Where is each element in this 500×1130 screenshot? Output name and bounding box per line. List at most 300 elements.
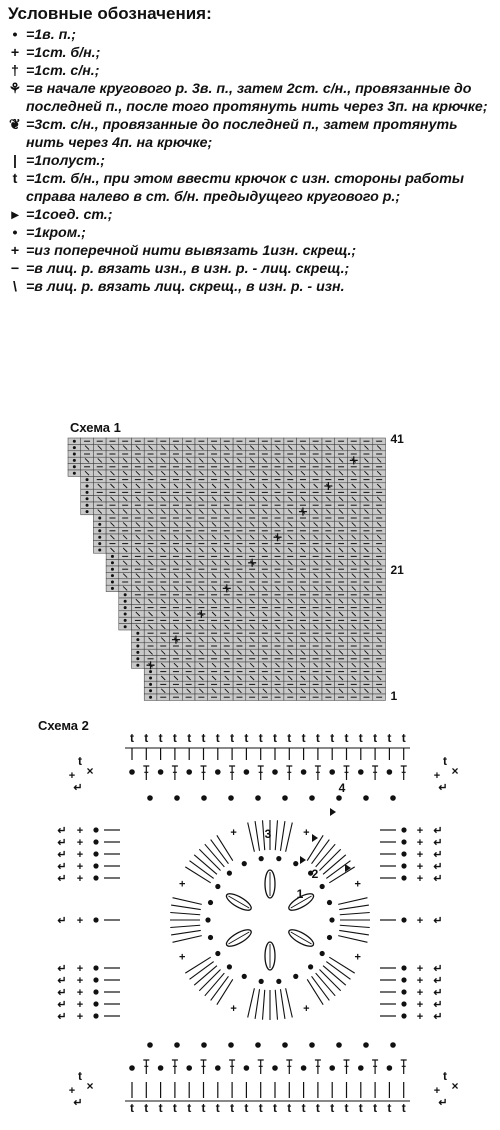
chain-dot	[390, 1042, 396, 1048]
backslash-icon: \	[13, 279, 17, 295]
edge-stitch-mark	[111, 581, 114, 584]
leaf-cluster-mark	[228, 932, 249, 944]
double-crochet-mark	[143, 1060, 149, 1074]
chain-dot	[93, 851, 98, 856]
chain-dot	[301, 769, 307, 775]
back-loop-sc-mark: ↵	[57, 1011, 67, 1023]
sc-mark: +	[416, 987, 424, 999]
back-loop-sc-mark: t	[215, 1101, 220, 1115]
back-loop-sc-mark: t	[387, 731, 392, 745]
chain-dot	[93, 965, 98, 970]
back-loop-sc-mark: t	[301, 731, 306, 745]
back-loop-sc-mark: t	[78, 1069, 82, 1083]
chain-dot	[259, 856, 264, 861]
round-number-label: 2	[311, 867, 319, 881]
double-crochet-mark	[185, 867, 210, 883]
sc-mark: +	[433, 770, 441, 782]
minus-icon: −	[10, 261, 20, 277]
double-crochet-mark	[258, 766, 264, 780]
double-crochet-mark	[307, 979, 323, 1004]
double-crochet-mark	[323, 966, 346, 986]
chain-dot	[186, 769, 192, 775]
double-crochet-mark	[143, 766, 149, 780]
chain-dot	[390, 795, 396, 801]
chain-dot	[201, 1042, 207, 1048]
legend-title: Условные обозначения:	[8, 4, 212, 23]
back-loop-sc-mark: t	[130, 731, 134, 745]
chain-dot	[208, 935, 213, 940]
sc-mark: +	[76, 915, 84, 927]
back-loop-sc-mark: t	[273, 1101, 277, 1115]
sc-mark: ×	[86, 764, 94, 778]
legend-item-text: =1ст. б/н.;	[26, 45, 101, 61]
chain-dot	[244, 769, 250, 775]
double-crochet-mark	[229, 766, 235, 780]
double-crochet-mark	[190, 861, 214, 879]
edge-stitch-mark	[98, 542, 101, 545]
chain-dot	[205, 917, 210, 922]
legend-item	[4, 224, 496, 242]
legend-item	[4, 260, 496, 278]
edge-stitch-mark	[98, 523, 101, 526]
edge-stitch-mark	[149, 683, 152, 686]
cluster-3-icon: ⚘	[8, 81, 22, 97]
edge-stitch-mark	[73, 465, 76, 468]
legend-item-text: =3ст. с/н., провязанные до последней п., затем протянуть нить через 4п. на крючке;	[26, 117, 458, 151]
sc-mark: +	[230, 827, 237, 840]
double-crochet-mark	[340, 925, 370, 927]
slip-stitch-mark	[300, 856, 306, 864]
sc-mark: +	[76, 975, 84, 987]
back-loop-sc-mark: t	[443, 1069, 447, 1083]
chain-dot	[129, 769, 135, 775]
sc-mark: +	[416, 873, 424, 885]
chain-dot	[401, 917, 406, 922]
sc-mark: +	[354, 878, 361, 891]
sc-mark: +	[76, 987, 84, 999]
sc-mark: +	[433, 1085, 441, 1097]
dot-icon: •	[12, 27, 18, 43]
legend-item	[4, 206, 496, 224]
chain-dot	[387, 1065, 393, 1071]
chain-dot	[401, 977, 406, 982]
back-loop-sc-mark: ↵	[57, 999, 67, 1011]
chain-dot	[401, 1013, 406, 1018]
edge-stitch-mark	[149, 677, 152, 680]
double-crochet-mark	[329, 957, 354, 973]
edge-stitch-mark	[136, 638, 139, 641]
edge-stitch-mark	[86, 485, 89, 488]
sc-mark: +	[303, 827, 310, 840]
edge-stitch-mark	[111, 555, 114, 558]
sc-mark: +	[76, 999, 84, 1011]
chain-dot	[129, 1065, 135, 1071]
edge-stitch-mark	[98, 536, 101, 539]
back-loop-sc-mark: t	[201, 1101, 206, 1115]
chain-dot	[227, 964, 232, 969]
double-crochet-mark	[280, 821, 284, 851]
sc-mark: +	[68, 1085, 76, 1097]
double-crochet-mark	[323, 855, 346, 875]
triangle-icon: ▸	[11, 207, 19, 223]
double-crochet-mark	[205, 844, 225, 867]
legend-item	[4, 242, 496, 260]
back-loop-sc-mark: t	[144, 731, 149, 745]
double-crochet-mark	[316, 844, 336, 867]
double-crochet-mark	[172, 1060, 178, 1074]
chain-dot	[401, 965, 406, 970]
sc-mark: +	[76, 825, 84, 837]
back-loop-sc-mark: t	[315, 731, 320, 745]
chain-dot	[201, 795, 207, 801]
double-crochet-mark	[339, 905, 369, 909]
chain-dot	[228, 795, 234, 801]
double-crochet-mark	[319, 969, 340, 990]
back-loop-sc-mark: ↵	[438, 782, 448, 794]
back-loop-sc-mark: t	[230, 731, 235, 745]
edge-stitch-mark	[124, 619, 127, 622]
double-crochet-mark	[312, 840, 330, 864]
edge-stitch-mark	[149, 696, 152, 699]
back-loop-sc-mark: t	[358, 731, 363, 745]
edge-stitch-mark	[73, 472, 76, 475]
slip-stitch-mark	[330, 808, 336, 816]
chain-dot	[244, 1065, 250, 1071]
legend-item-text: =в лиц. р. вязать лиц. скрещ., в изн. р. - изн.	[26, 279, 345, 295]
leaf-cluster-mark	[228, 896, 249, 908]
double-crochet-mark	[201, 766, 207, 780]
back-loop-sc-mark: t	[373, 1101, 378, 1115]
sc-mark: +	[68, 770, 76, 782]
back-loop-sc-mark: ↵	[57, 915, 67, 927]
sc-mark: +	[303, 1002, 310, 1015]
edge-stitch-mark	[73, 440, 76, 443]
double-crochet-mark	[329, 867, 354, 883]
chain-dot	[93, 1001, 98, 1006]
back-loop-sc-mark: t	[172, 731, 177, 745]
sc-mark: +	[230, 1002, 237, 1015]
t-icon: t	[12, 171, 18, 187]
scheme1-title: Схема 1	[70, 420, 121, 435]
back-loop-sc-mark: t	[130, 1101, 134, 1115]
back-loop-sc-mark: t	[287, 1101, 292, 1115]
chain-dot	[93, 977, 98, 982]
row-number-label: 41	[390, 432, 404, 446]
chain-dot	[147, 1042, 153, 1048]
edge-stitch-mark	[124, 600, 127, 603]
double-crochet-mark	[286, 823, 293, 852]
legend-item	[4, 116, 496, 152]
legend-item-text: =1соед. ст.;	[26, 207, 113, 223]
edge-stitch-mark	[73, 459, 76, 462]
chain-dot	[276, 856, 281, 861]
edge-stitch-mark	[136, 632, 139, 635]
back-loop-sc-mark: ↵	[73, 782, 83, 794]
back-loop-sc-mark: t	[258, 1101, 263, 1115]
back-loop-sc-mark: t	[344, 731, 349, 745]
double-crochet-mark	[171, 930, 201, 934]
edge-stitch-mark	[86, 510, 89, 513]
chain-dot	[336, 1042, 342, 1048]
back-loop-sc-mark: ↵	[57, 837, 67, 849]
round-number-label: 1	[296, 887, 304, 901]
chain-dot	[215, 769, 221, 775]
sc-mark: +	[76, 1011, 84, 1023]
chain-dot	[293, 974, 298, 979]
back-loop-sc-mark: t	[358, 1101, 363, 1115]
back-loop-sc-mark: t	[373, 731, 378, 745]
back-loop-sc-mark: t	[330, 731, 335, 745]
back-loop-sc-mark: ↵	[433, 915, 443, 927]
chain-dot	[301, 1065, 307, 1071]
back-loop-sc-mark: ↵	[433, 873, 443, 885]
double-crochet-mark	[255, 821, 259, 851]
chain-dot	[293, 861, 298, 866]
back-loop-sc-mark: t	[401, 731, 406, 745]
double-crochet-mark	[211, 976, 229, 1000]
double-crochet-mark	[344, 1060, 350, 1074]
chain-dot	[208, 900, 213, 905]
chain-dot	[401, 863, 406, 868]
sc-mark: +	[416, 1011, 424, 1023]
double-crochet-mark	[229, 1060, 235, 1074]
chain-dot	[401, 1001, 406, 1006]
chain-dot	[387, 769, 393, 775]
double-crochet-mark	[401, 766, 407, 780]
edge-stitch-mark	[98, 517, 101, 520]
chain-dot	[272, 769, 278, 775]
back-loop-sc-mark: ↵	[438, 1097, 448, 1109]
double-crochet-mark	[170, 925, 200, 927]
chain-dot	[93, 827, 98, 832]
chain-dot	[363, 795, 369, 801]
chain-dot	[93, 917, 98, 922]
back-loop-sc-mark: ↵	[433, 861, 443, 873]
sc-mark: ×	[86, 1079, 94, 1093]
back-loop-sc-mark: ↵	[433, 987, 443, 999]
back-loop-sc-mark: ↵	[57, 963, 67, 975]
legend-item-text: =из поперечной нити вывязать 1изн. скрещ.;	[26, 243, 357, 259]
plus-icon: +	[10, 243, 20, 259]
sc-mark: +	[76, 873, 84, 885]
edge-stitch-mark	[111, 568, 114, 571]
row-number-label: 1	[390, 689, 398, 703]
chain-dot	[147, 795, 153, 801]
chain-dot	[358, 769, 364, 775]
sc-mark: +	[179, 951, 186, 964]
edge-stitch-mark	[111, 561, 114, 564]
back-loop-sc-mark: ↵	[433, 825, 443, 837]
chain-dot	[401, 851, 406, 856]
back-loop-sc-mark: ↵	[73, 1097, 83, 1109]
edge-stitch-mark	[86, 497, 89, 500]
chain-dot	[272, 1065, 278, 1071]
double-crochet-mark	[372, 1060, 378, 1074]
chain-dot	[320, 951, 325, 956]
double-crochet-mark	[172, 766, 178, 780]
double-crochet-mark	[319, 849, 340, 870]
double-crochet-mark	[170, 913, 200, 915]
scheme2-title: Схема 2	[38, 718, 89, 733]
legend-item-text: =в начале кругового р. 3в. п., затем 2ст. с/н., провязанные до последней п., после того протянуть нить через 3п. на крючке;	[26, 81, 488, 115]
back-loop-sc-mark: ↵	[433, 849, 443, 861]
chain-dot	[174, 795, 180, 801]
double-crochet-mark	[338, 936, 367, 943]
back-loop-sc-mark: ↵	[57, 873, 67, 885]
sc-mark: +	[416, 915, 424, 927]
legend	[4, 4, 496, 296]
back-loop-sc-mark: t	[230, 1101, 235, 1115]
row-number-label: 21	[390, 563, 404, 577]
round-number-label: 3	[264, 827, 272, 841]
chain-dot	[320, 884, 325, 889]
double-crochet-mark	[199, 849, 220, 870]
legend-item	[4, 44, 496, 62]
chain-dot	[327, 935, 332, 940]
chain-dot	[309, 1042, 315, 1048]
edge-stitch-mark	[73, 453, 76, 456]
edge-stitch-mark	[86, 491, 89, 494]
chain-dot	[276, 979, 281, 984]
legend-item	[4, 278, 496, 296]
double-crochet-mark	[194, 966, 217, 986]
back-loop-sc-mark: t	[258, 731, 263, 745]
edge-stitch-mark	[111, 574, 114, 577]
sc-mark: +	[76, 849, 84, 861]
back-loop-sc-mark: t	[387, 1101, 392, 1115]
chain-dot	[401, 875, 406, 880]
legend-item	[4, 26, 496, 44]
edge-stitch-mark	[86, 504, 89, 507]
double-crochet-mark	[185, 957, 210, 973]
double-crochet-mark	[280, 989, 284, 1019]
back-loop-sc-mark: t	[158, 1101, 163, 1115]
slip-stitch-mark	[312, 834, 318, 842]
chain-dot	[308, 964, 313, 969]
chain-dot	[215, 884, 220, 889]
chain-dot	[93, 989, 98, 994]
double-crochet-mark	[286, 988, 293, 1017]
chain-dot	[93, 839, 98, 844]
scheme1-chart	[0, 430, 500, 715]
back-loop-sc-mark: ↵	[433, 963, 443, 975]
back-loop-sc-mark: t	[144, 1101, 149, 1115]
chain-dot	[174, 1042, 180, 1048]
back-loop-sc-mark: t	[273, 731, 277, 745]
back-loop-sc-mark: t	[244, 1101, 249, 1115]
chain-dot	[401, 839, 406, 844]
edge-stitch-mark	[124, 593, 127, 596]
back-loop-sc-mark: t	[187, 1101, 192, 1115]
edge-stitch-mark	[73, 446, 76, 449]
leaf-icon: ❦	[9, 117, 21, 133]
chain-dot	[93, 1013, 98, 1018]
double-crochet-mark	[255, 989, 259, 1019]
scheme2-diagram	[0, 720, 500, 1130]
back-loop-sc-mark: t	[201, 731, 206, 745]
sc-mark: ×	[451, 764, 459, 778]
edge-stitch-mark	[136, 664, 139, 667]
legend-item	[4, 80, 496, 116]
legend-item-text: =1кром.;	[26, 225, 86, 241]
double-crochet-mark	[201, 1060, 207, 1074]
chain-dot	[255, 1042, 261, 1048]
back-loop-sc-mark: ↵	[433, 1011, 443, 1023]
double-crochet-mark	[316, 973, 336, 996]
chain-dot	[309, 795, 315, 801]
back-loop-sc-mark: t	[172, 1101, 177, 1115]
round-number-label: 4	[338, 781, 346, 795]
double-crochet-mark	[263, 990, 265, 1020]
back-loop-sc-mark: t	[401, 1101, 406, 1115]
double-crochet-mark	[315, 1060, 321, 1074]
legend-item-text: =1полуст.;	[26, 153, 106, 169]
edge-stitch-mark	[149, 689, 152, 692]
back-loop-sc-mark: ↵	[57, 861, 67, 873]
chain-dot	[329, 917, 334, 922]
edge-stitch-mark	[124, 625, 127, 628]
back-loop-sc-mark: ↵	[433, 999, 443, 1011]
leaf-cluster-mark	[291, 932, 312, 944]
back-loop-sc-mark: ↵	[57, 849, 67, 861]
legend-item-text: =в лиц. р. вязать изн., в изн. р. - лиц. скрещ.;	[26, 261, 350, 277]
sc-mark: +	[76, 837, 84, 849]
sc-mark: ×	[451, 1079, 459, 1093]
legend-item-text: =1ст. с/н.;	[26, 63, 100, 79]
back-loop-sc-mark: ↵	[57, 825, 67, 837]
chain-dot	[329, 1065, 335, 1071]
sc-mark: +	[416, 999, 424, 1011]
back-loop-sc-mark: ↵	[433, 837, 443, 849]
back-loop-sc-mark: t	[187, 731, 192, 745]
chain-dot	[255, 795, 261, 801]
back-loop-sc-mark: ↵	[57, 975, 67, 987]
legend-item	[4, 62, 496, 80]
chain-dot	[228, 1042, 234, 1048]
double-crochet-mark	[194, 855, 217, 875]
edge-stitch-mark	[124, 606, 127, 609]
double-crochet-mark	[344, 766, 350, 780]
edge-stitch-mark	[98, 549, 101, 552]
back-loop-sc-mark: t	[158, 731, 163, 745]
chain-dot	[329, 769, 335, 775]
sc-mark: +	[416, 963, 424, 975]
chain-dot	[282, 795, 288, 801]
double-crochet-mark	[171, 905, 201, 909]
double-crochet-mark	[258, 1060, 264, 1074]
back-loop-sc-mark: t	[344, 1101, 349, 1115]
back-loop-sc-mark: t	[244, 731, 249, 745]
back-loop-sc-mark: ↵	[433, 975, 443, 987]
double-crochet-mark	[401, 1060, 407, 1074]
chain-dot	[215, 1065, 221, 1071]
double-crochet-mark	[217, 979, 233, 1004]
double-crochet-mark	[338, 898, 367, 905]
sc-mark: +	[416, 837, 424, 849]
back-loop-sc-mark: t	[78, 754, 82, 768]
double-crochet-mark	[286, 766, 292, 780]
double-crochet-mark	[199, 969, 220, 990]
back-loop-sc-mark: t	[215, 731, 220, 745]
back-loop-sc-mark: ↵	[57, 987, 67, 999]
sc-mark: +	[416, 849, 424, 861]
chain-dot	[186, 1065, 192, 1071]
dagger-icon: †	[11, 63, 19, 79]
chain-dot	[242, 861, 247, 866]
double-crochet-mark	[173, 936, 202, 943]
sc-mark: +	[179, 878, 186, 891]
bar-icon: |	[13, 153, 17, 169]
